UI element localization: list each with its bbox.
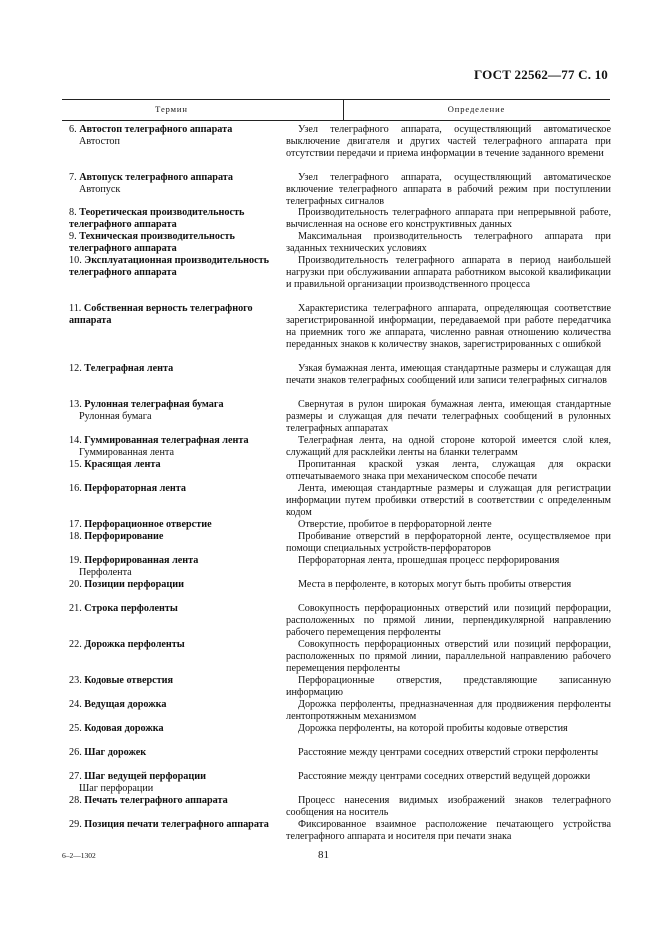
term-cell [69,519,282,531]
term-number: 16. [69,483,82,494]
term-number: 10. [69,255,82,266]
term-number: 25. [69,723,82,734]
term-short-form: Перфолента [79,567,132,578]
term-title [69,603,282,615]
term-cell [69,819,282,831]
term-short-form: Гуммированная лента [79,447,175,458]
term-number: 19. [69,555,82,566]
term-text: Ведущая дорожка [84,699,167,710]
table-header [62,99,610,121]
definition-cell: Расстояние между центрами соседних отверстий ведущей дорожки [298,771,591,782]
term-title [69,639,282,651]
term-cell [69,399,282,423]
definition-cell: Пробивание отверстий в перфораторной ленте, осуществляемое при помощи специальных устройств-перфораторов [286,531,611,554]
term-title [69,435,282,447]
term-cell [69,124,282,148]
definition-cell: Процесс нанесения видимых изображений знаков телеграфного сообщения на носитель [286,795,611,818]
term-text: Кодовая дорожка [84,723,164,734]
term-title [69,747,282,759]
term-title [69,363,282,375]
definition-cell: Места в перфоленте, в которых могут быть пробиты отверстия [298,579,572,590]
definition-cell: Пропитанная краской узкая лента, служащая для окраски отпечатываемого знака при механическом способе печати [286,459,611,482]
term-short-form: Автопуск [79,184,121,195]
term-text: Техническая производительность телеграфного аппарата [69,231,235,254]
term-cell [69,483,282,495]
definition-cell: Производительность телеграфного аппарата при непрерывной работе, вычисленная на основе его конструктивных данных [286,207,611,230]
term-title [69,579,282,591]
definition-cell: Производительность телеграфного аппарата в период наибольшей нагрузки при обслуживании аппарата работником высокой квалификации и правильной организации производственного процесса [286,255,611,290]
term-cell [69,675,282,687]
term-number: 17. [69,519,82,530]
term-text: Собственная верность телеграфного аппарата [69,303,253,326]
term-number: 28. [69,795,82,806]
term-cell [69,747,282,759]
term-cell [69,603,282,615]
term-text: Печать телеграфного аппарата [84,795,228,806]
term-number: 22. [69,639,82,650]
definition-cell: Узел телеграфного аппарата, осуществляющий автоматическое включение телеграфного аппарата в рабочий режим при поступлении телеграфных сигналов [286,172,611,207]
term-cell [69,795,282,807]
term-title [69,795,282,807]
term-cell [69,579,282,591]
term-text: Красящая лента [84,459,161,470]
term-title [69,483,282,495]
term-title [69,699,282,711]
definition-cell: Отверстие, пробитое в перфораторной ленте [298,519,492,530]
term-title [69,819,282,831]
definition-cell: Фиксированное взаимное расположение печатающего устройства телеграфного аппарата и носителя при печати знака [286,819,611,842]
term-title [69,771,282,783]
term-text: Строка перфоленты [84,603,178,614]
term-text: Позиции перфорации [84,579,184,590]
term-cell [69,172,282,196]
term-text: Гуммированная телеграфная лента [84,435,249,446]
term-number: 11. [69,303,82,314]
definition-cell: Максимальная производительность телеграфного аппарата при заданных технических условиях [286,231,611,254]
term-cell [69,555,282,579]
term-title [69,172,282,184]
term-title [69,124,282,136]
definition-cell: Перфорационные отверстия, представляющие записанную информацию [286,675,611,698]
print-code: 6–2—1302 [62,851,96,860]
term-cell [69,363,282,375]
definition-cell: Перфораторная лента, прошедшая процесс перфорирования [298,555,560,566]
term-title [69,531,282,543]
term-title [69,555,282,567]
term-text: Автостоп телеграфного аппарата [79,124,233,135]
term-number: 14. [69,435,82,446]
term-cell [69,639,282,651]
term-number: 15. [69,459,82,470]
definition-cell: Узел телеграфного аппарата, осуществляющий автоматическое выключение двигателя и других частей телеграфного аппарата при отсутствии передачи и приема информации в течение заданного времени [286,124,611,159]
term-short-form: Автостоп [79,136,120,147]
term-title [69,519,282,531]
term-text: Рулонная телеграфная бумага [84,399,224,410]
term-cell [69,723,282,735]
column-header-definition: Определение [447,104,506,114]
definition-cell: Характеристика телеграфного аппарата, определяющая соответствие зарегистрированной информации, передаваемой при работе передатчика на приемник того же аппарата, численно равная отношению количества переданных знаков к количеству знаков, зарегистрированных с ошибкой [286,303,611,350]
term-number: 20. [69,579,82,590]
term-short-form: Шаг перфорации [79,783,154,794]
term-number: 29. [69,819,82,830]
term-text: Перфорирование [84,531,164,542]
term-cell [69,255,282,279]
term-cell [69,231,282,255]
definition-cell: Дорожка перфоленты, на которой пробиты кодовые отверстия [298,723,568,734]
term-text: Кодовые отверстия [84,675,174,686]
term-text: Перфорированная лента [84,555,199,566]
definition-cell: Свернутая в рулон широкая бумажная лента, имеющая стандартные размеры и служащая для печати телеграфных сообщений в рулонных телеграфных аппаратах [286,399,611,434]
term-cell [69,435,282,459]
term-number: 23. [69,675,82,686]
standard-header: ГОСТ 22562—77 С. 10 [474,67,608,82]
term-title [69,459,282,471]
definition-cell: Совокупность перфорационных отверстий или позиций перфорации, расположенных по прямой линии, параллельной направлению рабочего перемещения перфоленты [286,639,611,674]
term-number: 21. [69,603,82,614]
term-number: 13. [69,399,82,410]
term-cell [69,303,282,327]
definition-cell: Дорожка перфоленты, предназначенная для продвижения перфоленты лентопротяжным механизмом [286,699,611,722]
term-cell [69,531,282,543]
term-cell [69,207,282,231]
term-text: Теоретическая производительность телеграфного аппарата [69,207,245,230]
definition-cell: Телеграфная лента, на одной стороне которой имеется слой клея, служащий для расклейки ленты на бланки телеграмм [286,435,611,458]
term-title [69,303,282,327]
definition-cell: Лента, имеющая стандартные размеры и служащая для регистрации информации путем пробивки отверстий в соответствии с определенным кодом [286,483,611,518]
term-text: Перфорационное отверстие [84,519,212,530]
term-cell [69,459,282,471]
term-cell [69,699,282,711]
term-number: 18. [69,531,82,542]
definition-cell: Совокупность перфорационных отверстий или позиций перфорации, расположенных по прямой линии, перпендикулярной направлению рабочего перемещения перфоленты [286,603,611,638]
term-title [69,675,282,687]
term-title [69,231,282,255]
term-text: Шаг дорожек [84,747,147,758]
term-title [69,255,282,279]
term-number: 6. [69,124,77,135]
term-number: 9. [69,231,77,242]
term-text: Автопуск телеграфного аппарата [79,172,234,183]
term-text: Позиция печати телеграфного аппарата [84,819,269,830]
term-title [69,399,282,411]
term-title [69,723,282,735]
term-short-form: Рулонная бумага [79,411,152,422]
term-number: 26. [69,747,82,758]
term-text: Телеграфная лента [84,363,174,374]
definition-cell: Расстояние между центрами соседних отверстий строки перфоленты [298,747,599,758]
definition-cell: Узкая бумажная лента, имеющая стандартные размеры и служащая для печати знаков телеграфных сообщений или записи телеграфных сигналов [286,363,611,386]
term-number: 12. [69,363,82,374]
term-cell [69,771,282,795]
term-number: 27. [69,771,82,782]
term-text: Дорожка перфоленты [84,639,185,650]
column-header-term: Термин [155,104,188,114]
term-number: 24. [69,699,82,710]
page-number: 81 [318,849,329,861]
term-number: 7. [69,172,77,183]
term-text: Перфораторная лента [84,483,187,494]
term-text: Эксплуатационная производительность телеграфного аппарата [69,255,270,278]
term-title [69,207,282,231]
term-text: Шаг ведущей перфорации [84,771,206,782]
term-number: 8. [69,207,77,218]
